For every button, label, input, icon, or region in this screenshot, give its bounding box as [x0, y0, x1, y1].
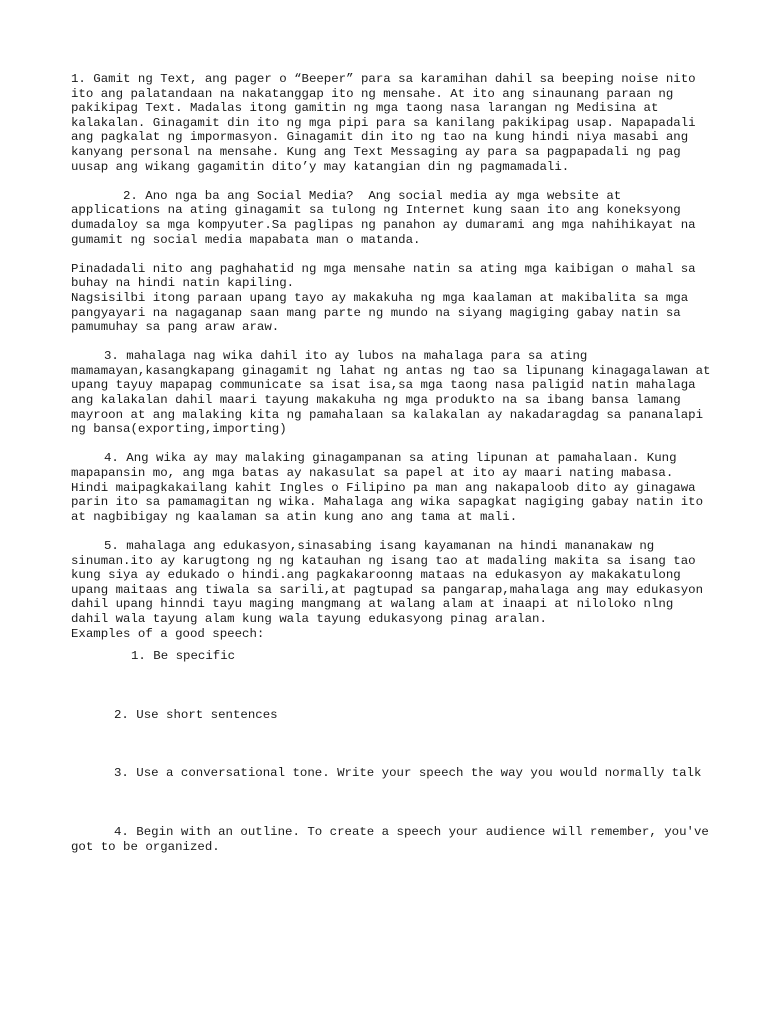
list-item: 1. Be specific — [131, 649, 236, 664]
paragraph-language-society: 4. Ang wika ay may malaking ginagampanan sa ating lipunan at pamahalaan. Kung mapapansin mo, ang mga batas ay nakasulat sa papel at ito ay maari nating mabasa. Hindi maipagkakailang kahit Ingles o Filipino pa man ang nakapaloob dito ay ginagawa parin ito sa pamamagitan ng wika. Mahalaga ang wika sapagkat nagiging gabay natin ito at nagbibigay ng kaalaman sa atin kung ano ang tama at mali. — [71, 451, 711, 524]
examples-heading: Examples of a good speech: — [71, 626, 265, 641]
paragraph-education: 5. mahalaga ang edukasyon,sinasabing isang kayamanan na hindi mananakaw ng sinuman.ito ay karugtong ng ng katauhan ng isang tao at madaling makita sa isang tao kung siya ay edukado o hindi.ang pagkakaroonng mataas na edukasyon ay makakatulong upang maitaas ang tiwala sa sarili,at pagtupad sa pangarap,mahalaga ang may edukasyon dahil upang hinndi tayu maging mangmang at walang alam at inaapi at niloloko nlng dahil wala tayung alam kung wala tayung edukasyong pinag aralan. — [71, 539, 711, 626]
list-item: 2. Use short sentences — [114, 707, 278, 722]
list-item: 3. Use a conversational tone. Write your speech the way you would normally talk — [114, 766, 702, 781]
paragraph-text-messaging: 1. Gamit ng Text, ang pager o “Beeper” para sa karamihan dahil sa beeping noise nito ito ang palatandaan na nakatanggap ito ng mensahe. At ito ang sinaunang paraan ng pakikipag Text. Madalas itong gamitin ng mga taong nasa larangan ng Medisina at kalakalan. Ginagamit din ito ng mga pipi para sa kanilang pakikipag usap. Napapadali ang pagkalat ng impormasyon. Ginagamit din ito ng tao na kung hindi niya masabi ang kanyang personal na mensahe. Kung ang Text Messaging ay para sa pagpapadali ng pag uusap ang wikang gagamitin dito’y may katangian din ng pagmamadali. — [71, 72, 704, 174]
list-item: 4. Begin with an outline. To create a speech your audience will remember, you've got to be organized. — [71, 824, 717, 854]
paragraph-messaging-benefit: Pinadadali nito ang paghahatid ng mga mensahe natin sa ating mga kaibigan o mahal sa buhay na hindi natin kapiling. — [71, 261, 704, 291]
paragraph-language-importance: 3. mahalaga nag wika dahil ito ay lubos na mahalaga para sa ating mamamayan,kasangkapang ginagamit ng lahat ng antas ng tao sa lipunang kinagagalawan at upang tayuy mapapag communicate sa isat isa,sa mga taong nasa paligid natin mahalaga ang kalakalan dahil maari tayung makakuha ng mga produkto na sa ibang bansa lamang mayroon at ang malaking kita ng pamahalaan sa kalakalan ay nakadaragdag sa pananalapi ng bansa(exporting,importing) — [71, 349, 718, 437]
document-body — [71, 72, 718, 854]
paragraph-information-benefit: Nagsisilbi itong paraan upang tayo ay makakuha ng mga kaalaman at makibalita sa mga pangyayari na nagaganap saan mang parte ng mundo na siyang magiging gabay natin sa pamumuhay sa pang araw araw. — [71, 290, 696, 335]
paragraph-social-media: 2. Ano nga ba ang Social Media? Ang social media ay mga website at applications na ating ginagamit sa tulong ng Internet kung saan ito ang koneksyong dumadaloy sa mga kompyuter.Sa paglipas ng panahon ay dumarami ang mga nahihikayat na gumamit ng social media mapabata man o matanda. — [71, 188, 704, 247]
